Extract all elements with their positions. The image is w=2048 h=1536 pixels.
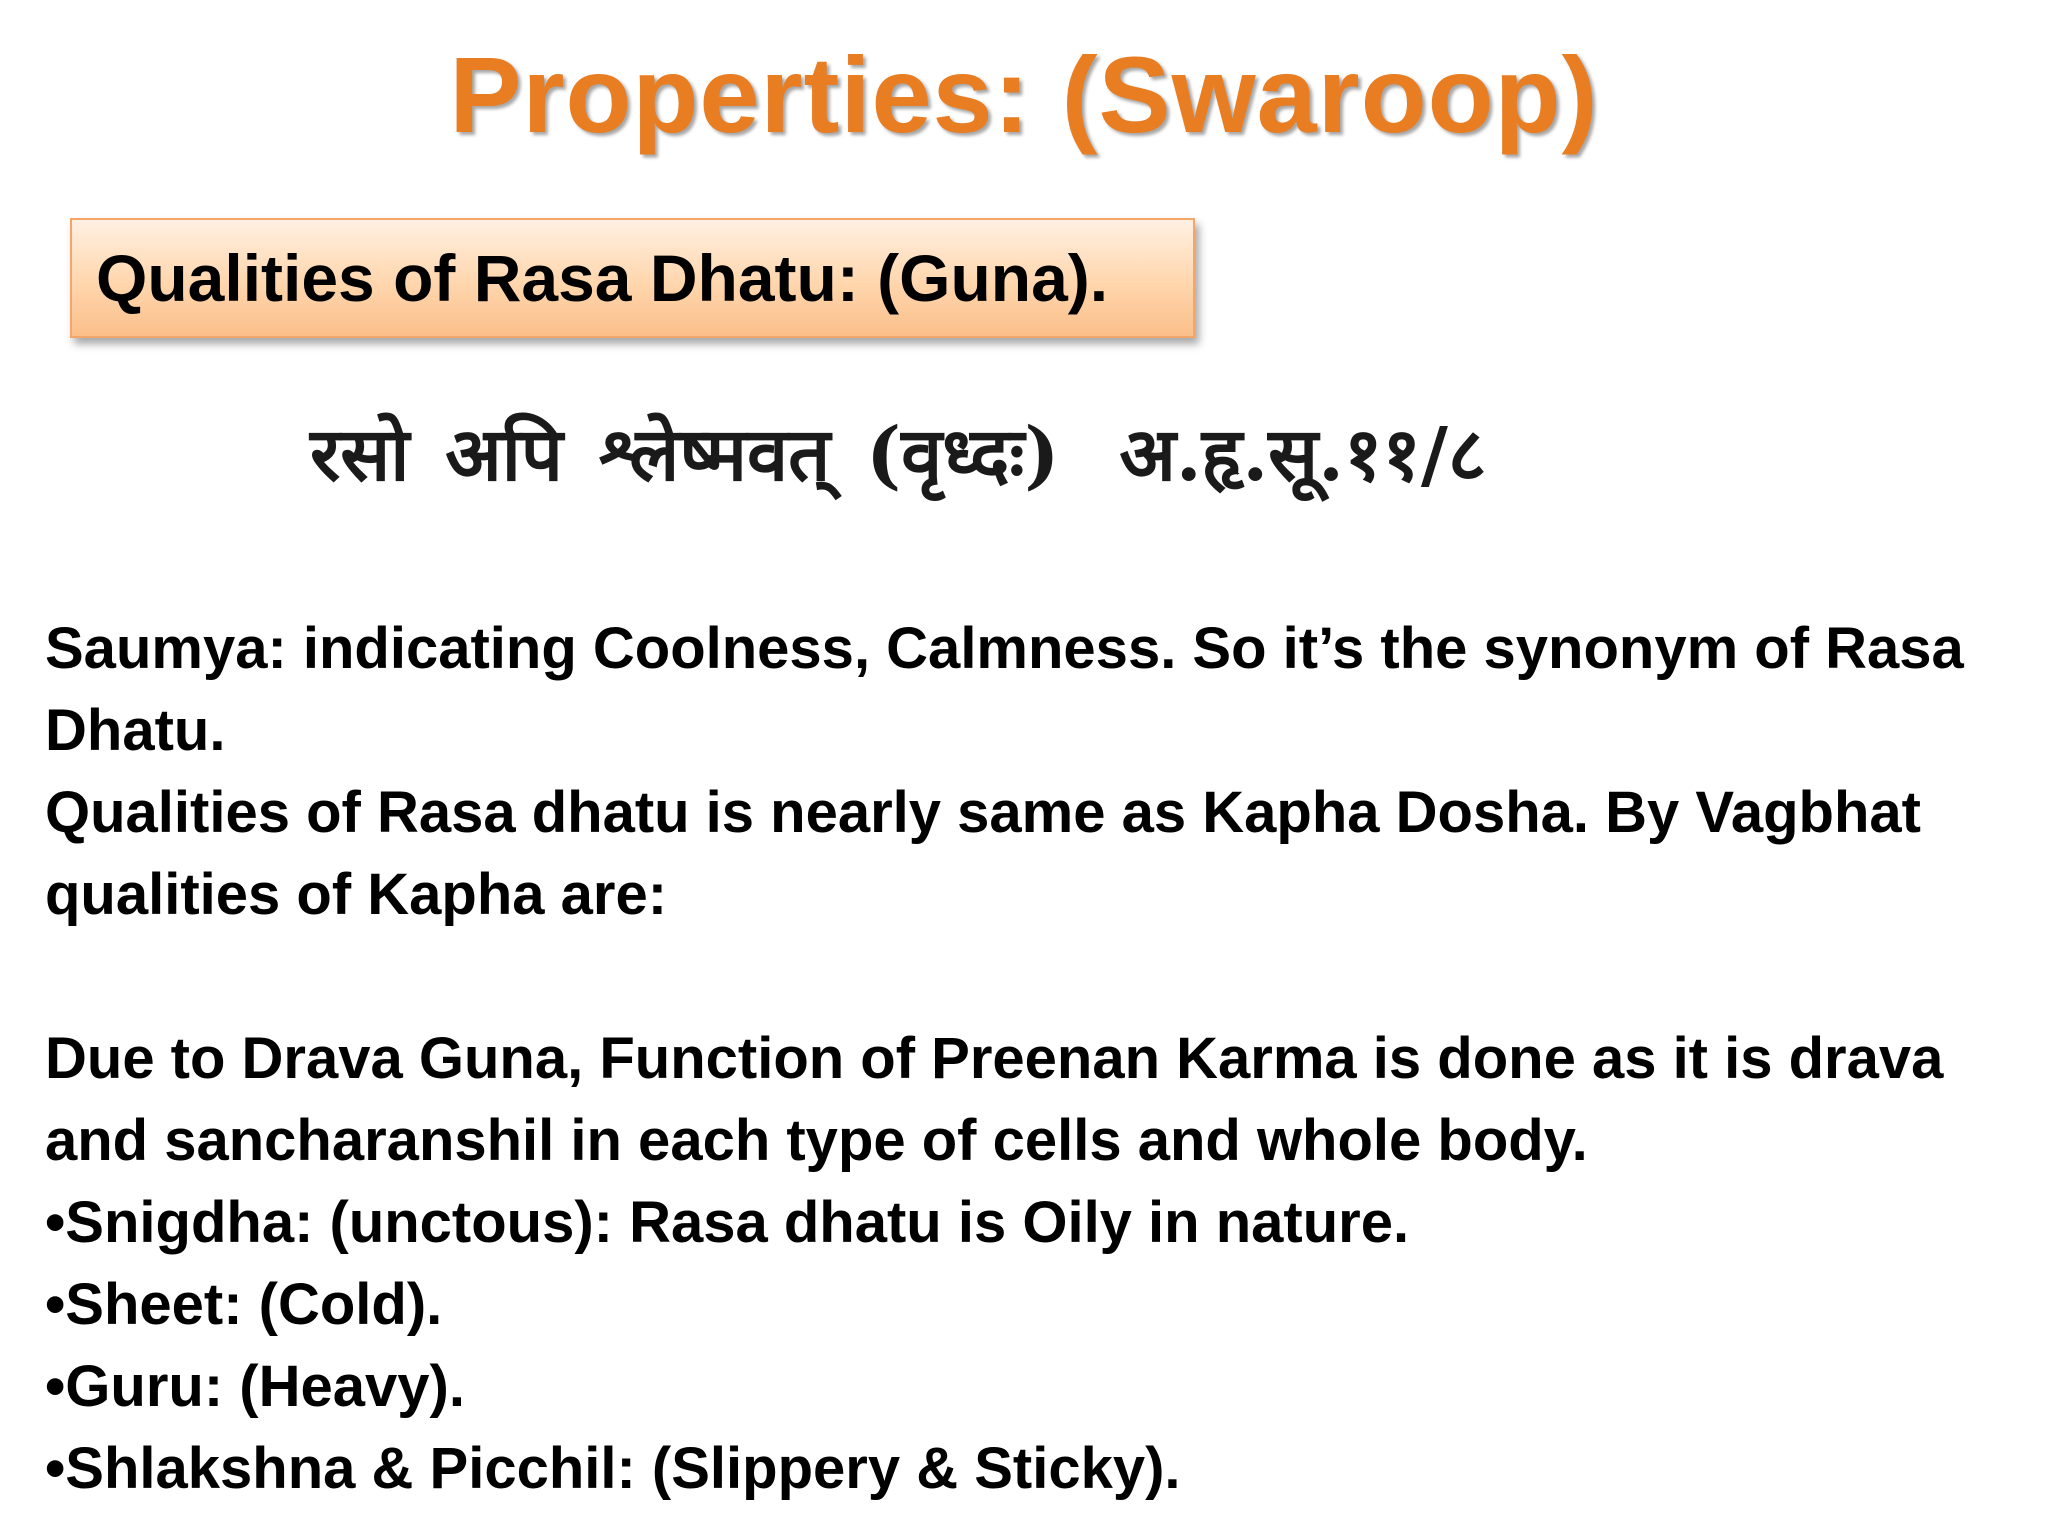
- sanskrit-verse: [310, 400, 1610, 510]
- bullet-item-snigdha: •Snigdha: (unctous): Rasa dhatu is Oily in nature.: [45, 1190, 1410, 1255]
- slide-title: Properties: (Swaroop): [449, 34, 1599, 155]
- bullet-item-guru: •Guru: (Heavy).: [45, 1354, 465, 1419]
- verse-text: रसो अपि श्लेष्मवत् (वृध्दः): [310, 412, 1060, 498]
- bullet-item-sheet: •Sheet: (Cold).: [45, 1272, 443, 1337]
- subtitle-box: [70, 218, 1195, 338]
- bullet-item-shlakshna: •Shlakshna & Picchil: (Slippery & Sticky).: [45, 1436, 1181, 1501]
- subtitle-text: Qualities of Rasa Dhatu: (Guna).: [96, 241, 1109, 315]
- verse-reference: अ.हृ.सू.११/८: [1119, 412, 1487, 498]
- paragraph-saumya: Saumya: indicating Coolness, Calmness. So it’s the synonym of Rasa Dhatu.: [45, 616, 1964, 763]
- paragraph-spacer: [45, 936, 2005, 1018]
- paragraph-drava-guna: Due to Drava Guna, Function of Preenan Karma is done as it is drava and sancharanshil in each type of cells and whole body.: [45, 1026, 1944, 1173]
- paragraph-kapha-qualities: Qualities of Rasa dhatu is nearly same as Kapha Dosha. By Vagbhat qualities of Kapha are:: [45, 780, 1921, 927]
- body-text: [45, 608, 2005, 1510]
